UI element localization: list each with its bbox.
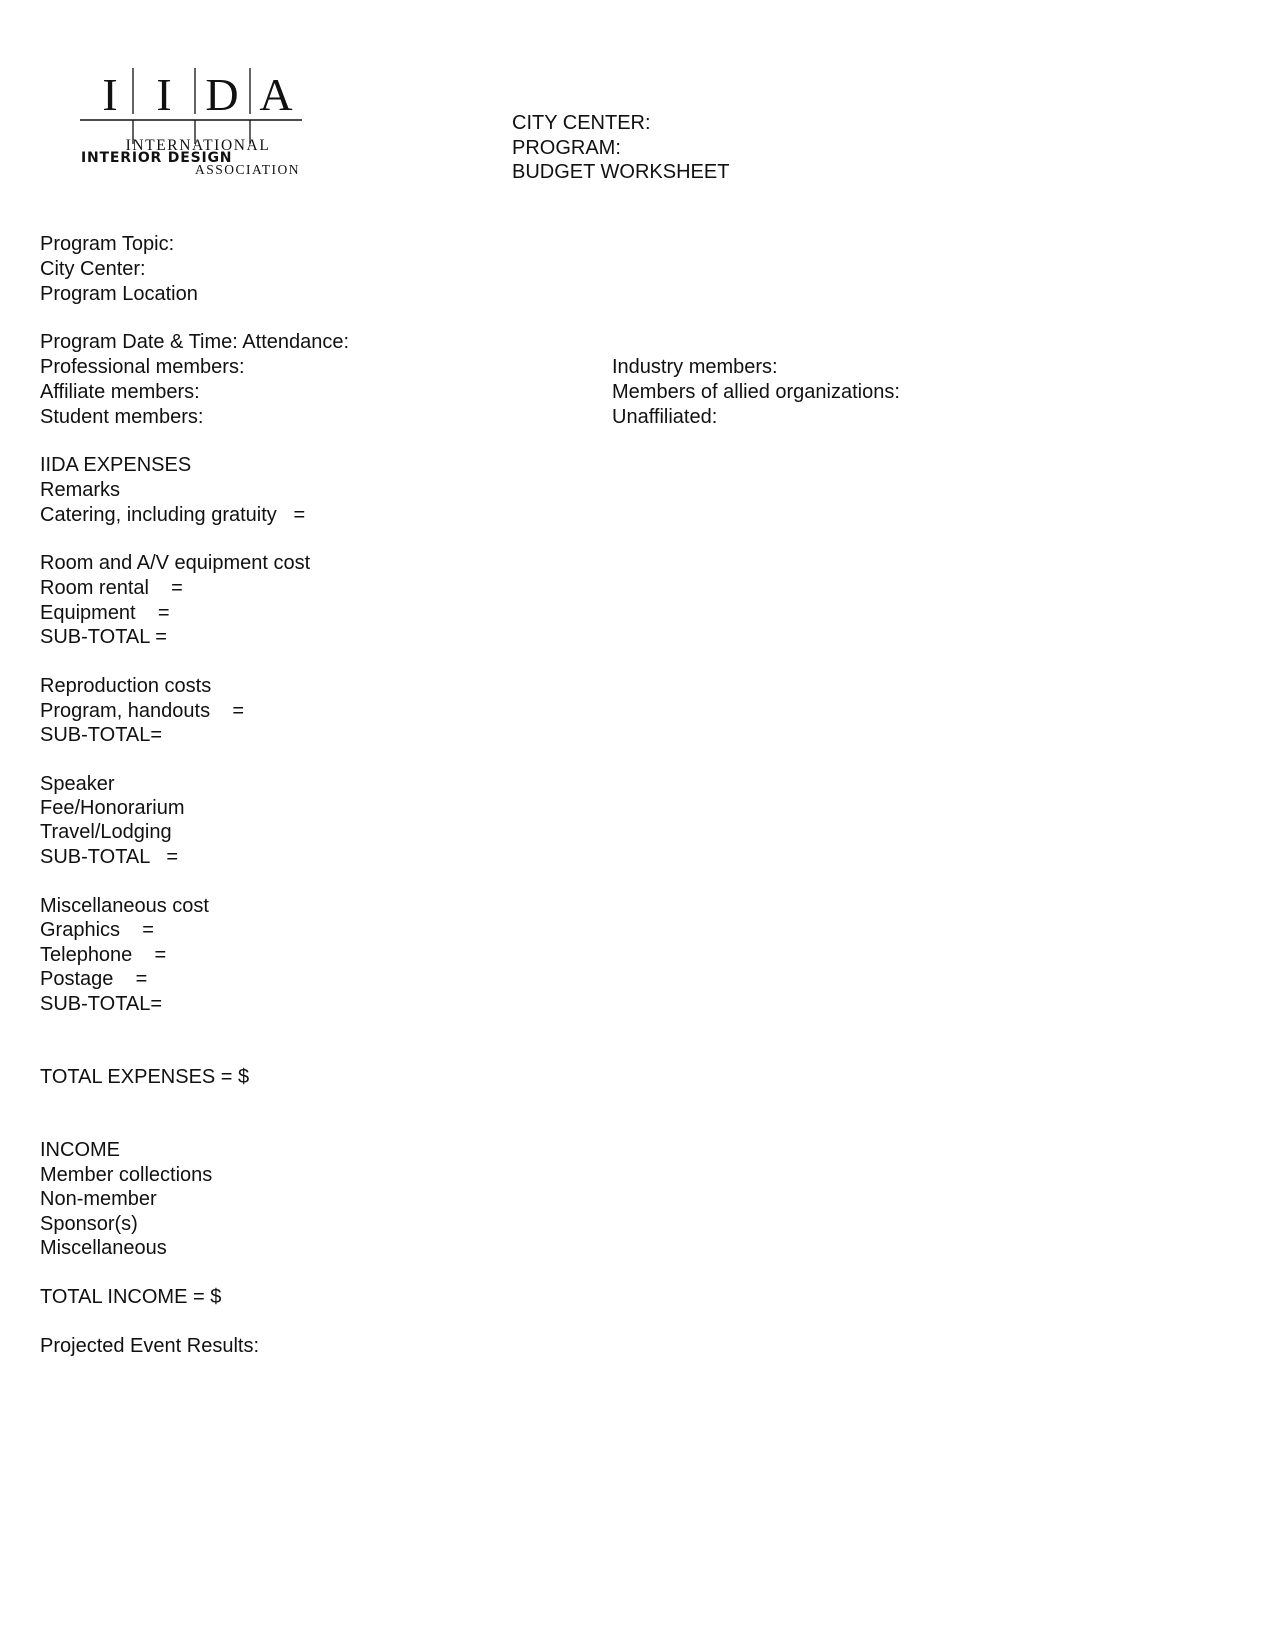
room-subtotal-line: SUB-TOTAL =: [40, 626, 167, 648]
logo-line-interior-design: INTERIOR DESIGN: [81, 150, 233, 166]
misc-heading: Miscellaneous cost: [40, 895, 209, 917]
program-location-label: Program Location: [40, 283, 198, 305]
telephone-line: Telephone =: [40, 944, 167, 966]
affiliate-members-label: Affiliate members:: [40, 381, 200, 403]
logo-letter-i1: I: [102, 69, 118, 120]
header-city-center: CITY CENTER:: [512, 112, 651, 134]
industry-members-label: Industry members:: [612, 356, 778, 378]
sponsors-line: Sponsor(s): [40, 1213, 138, 1235]
income-heading: INCOME: [40, 1139, 120, 1161]
equipment-line: Equipment =: [40, 602, 170, 624]
graphics-line: Graphics =: [40, 919, 154, 941]
miscellaneous-income-line: Miscellaneous: [40, 1237, 167, 1259]
total-expenses-line: TOTAL EXPENSES = $: [40, 1066, 250, 1088]
student-members-label: Student members:: [40, 406, 204, 428]
reproduction-subtotal-line: SUB-TOTAL=: [40, 724, 163, 746]
speaker-subtotal-line: SUB-TOTAL =: [40, 846, 178, 868]
fee-honorarium-line: Fee/Honorarium: [40, 797, 185, 819]
member-collections-line: Member collections: [40, 1164, 213, 1186]
logo-line-international: INTERNATIONAL: [125, 137, 271, 154]
logo-line-association: ASSOCIATION: [194, 162, 300, 177]
program-topic-label: Program Topic:: [40, 233, 175, 255]
room-av-heading: Room and A/V equipment cost: [40, 552, 311, 574]
header-block: [512, 111, 729, 185]
non-member-line: Non-member: [40, 1188, 157, 1210]
city-center-label: City Center:: [40, 258, 146, 280]
reproduction-heading: Reproduction costs: [40, 675, 212, 697]
expenses-heading: IIDA EXPENSES: [40, 454, 192, 476]
handouts-line: Program, handouts =: [40, 700, 245, 722]
iida-logo: [80, 64, 305, 182]
professional-members-label: Professional members:: [40, 356, 245, 378]
speaker-heading: Speaker: [40, 773, 115, 795]
misc-subtotal-line: SUB-TOTAL=: [40, 993, 163, 1015]
logo-letter-a: A: [259, 69, 293, 120]
travel-lodging-line: Travel/Lodging: [40, 821, 172, 843]
catering-line: Catering, including gratuity =: [40, 504, 306, 526]
postage-line: Postage =: [40, 968, 148, 990]
logo-letter-i2: I: [156, 69, 172, 120]
allied-members-label: Members of allied organizations:: [612, 381, 900, 403]
header-title: BUDGET WORKSHEET: [512, 161, 730, 183]
remarks-label: Remarks: [40, 479, 121, 501]
unaffiliated-label: Unaffiliated:: [612, 406, 718, 428]
program-date-time-label: Program Date & Time: Attendance:: [40, 331, 350, 353]
logo-letter-d: D: [205, 69, 239, 120]
header-program: PROGRAM:: [512, 136, 621, 159]
room-rental-line: Room rental =: [40, 577, 183, 599]
projected-results-line: Projected Event Results:: [40, 1335, 259, 1357]
total-income-line: TOTAL INCOME = $: [40, 1286, 222, 1308]
